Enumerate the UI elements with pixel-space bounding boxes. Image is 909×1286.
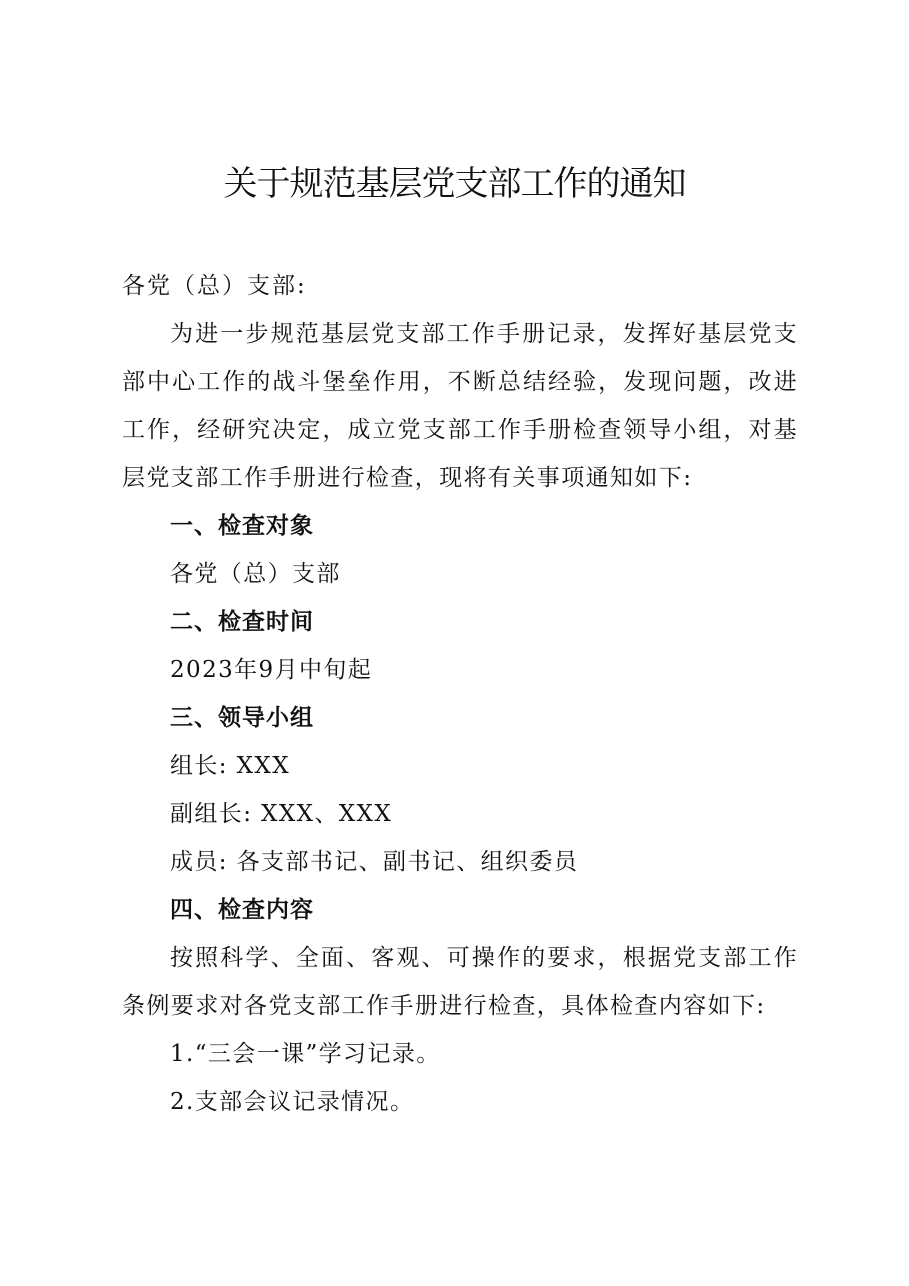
section-heading-content: 四、检查内容 — [170, 897, 314, 923]
section-line: 各党（总）支部 — [170, 561, 341, 587]
group-leader-line: 组长: XXX — [170, 753, 290, 779]
members-line: 成员: 各支部书记、副书记、组织委员 — [170, 849, 579, 875]
section-heading-time: 二、检查时间 — [170, 609, 314, 635]
document-title: 关于规范基层党支部工作的通知 — [223, 164, 686, 204]
content-paragraph: 按照科学、全面、客观、可操作的要求，根据党支部工作条例要求对各党支部工作手册进行检查，具体检查内容如下: — [122, 945, 798, 1019]
section-heading-targets: 一、检查对象 — [170, 513, 314, 539]
section-line: 2023年9月中旬起 — [170, 657, 373, 683]
content-item: 2.支部会议记录情况。 — [170, 1089, 415, 1115]
document-body — [122, 262, 798, 1126]
content-item: 1.“三会一课”学习记录。 — [170, 1041, 441, 1067]
salutation: 各党（总）支部: — [122, 273, 307, 299]
deputy-leader-line: 副组长: XXX、XXX — [170, 801, 393, 827]
section-heading-leadership: 三、领导小组 — [170, 705, 314, 731]
intro-paragraph: 为进一步规范基层党支部工作手册记录，发挥好基层党支部中心工作的战斗堡垒作用，不断总结经验，发现问题，改进工作，经研究决定，成立党支部工作手册检查领导小组，对基层党支部工作手册进行检查，现将有关事项通知如下: — [122, 321, 798, 491]
